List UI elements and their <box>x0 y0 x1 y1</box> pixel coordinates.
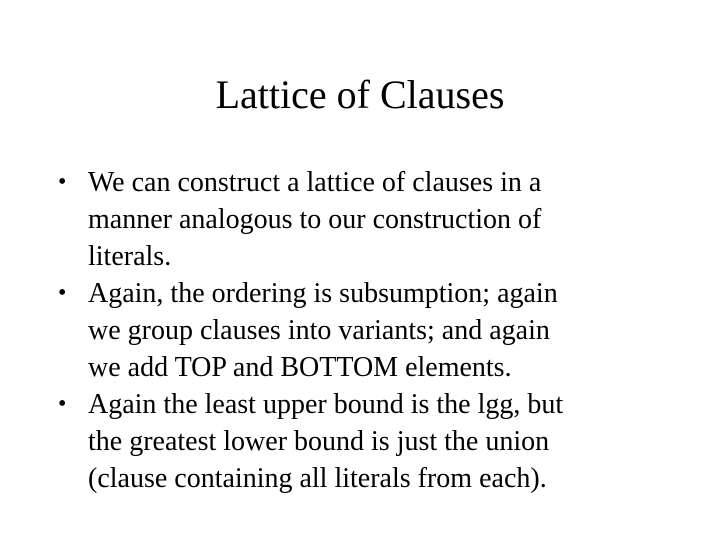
bullet-icon: • <box>58 391 67 417</box>
bullet-text-line: literals. <box>88 241 172 272</box>
bullet-text-line: the greatest lower bound is just the union <box>88 426 550 457</box>
bullet-text-line: manner analogous to our construction of <box>88 204 542 235</box>
bullet-icon: • <box>58 280 67 306</box>
bullet-text-line: we group clauses into variants; and again <box>88 315 550 346</box>
bullet-list <box>58 164 658 497</box>
bullet-text-line: we add TOP and BOTTOM elements. <box>88 352 512 383</box>
bullet-text-line: (clause containing all literals from each). <box>88 463 547 494</box>
bullet-item <box>58 386 658 497</box>
bullet-text-line: We can construct a lattice of clauses in a <box>88 167 542 198</box>
bullet-text-line: Again, the ordering is subsumption; again <box>88 278 558 309</box>
bullet-item <box>58 275 658 386</box>
bullet-text-line: Again the least upper bound is the lgg, but <box>88 389 564 420</box>
bullet-item <box>58 164 658 275</box>
slide-title: Lattice of Clauses <box>215 72 505 117</box>
bullet-icon: • <box>58 169 67 195</box>
